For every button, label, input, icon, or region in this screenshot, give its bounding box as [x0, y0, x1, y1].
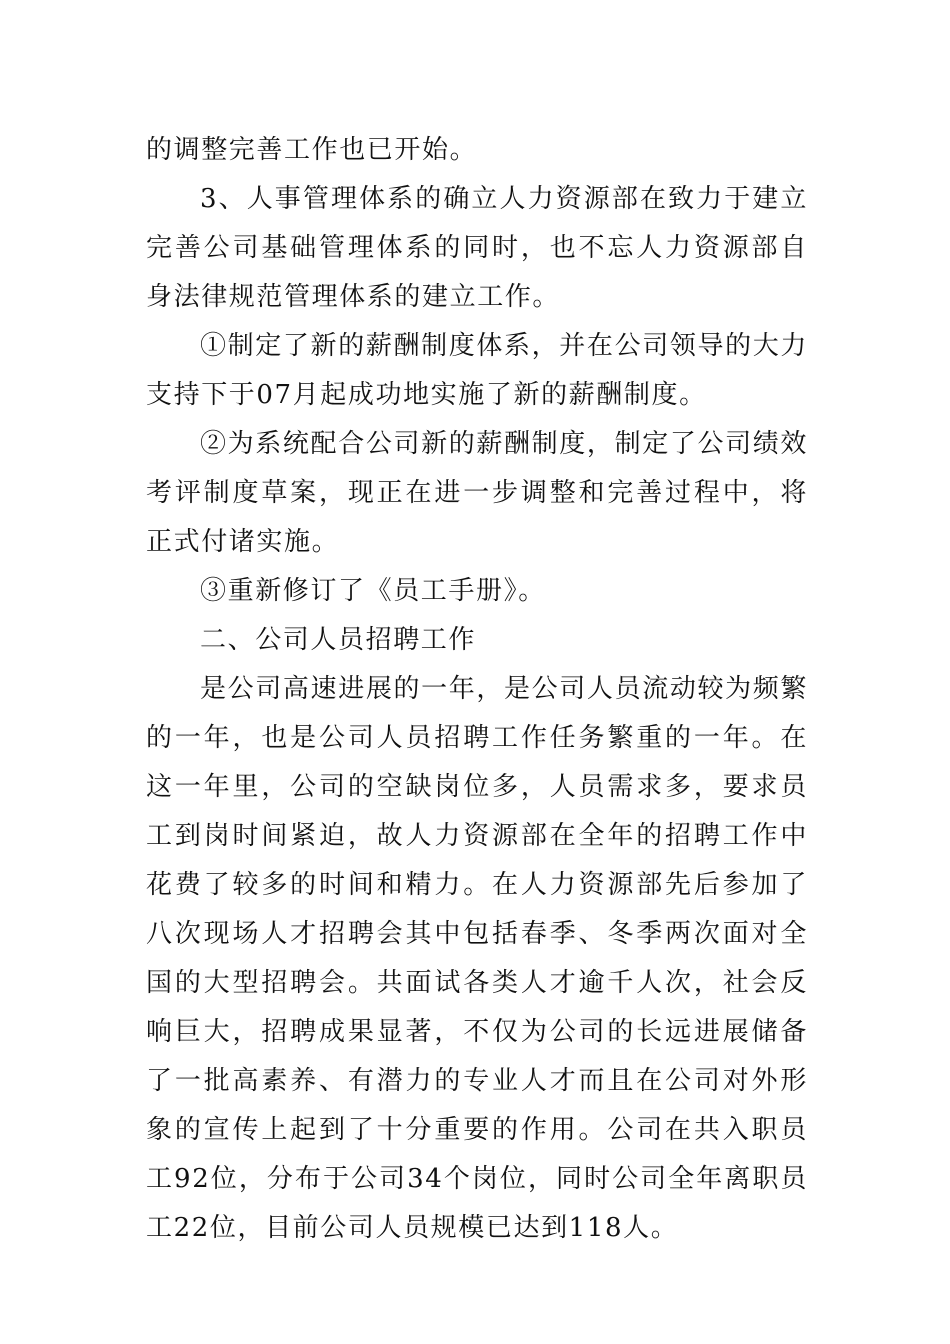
paragraph-employee-handbook: ③重新修订了《员工手册》。: [200, 576, 546, 606]
paragraph-hr-system: 3、人事管理体系的确立人力资源部在致力于建立完善公司基础管理体系的同时，也不忘人力资源部自身法律规范管理体系的建立工作。: [146, 184, 808, 312]
paragraph-recruitment-details: 是公司高速进展的一年，是公司人员流动较为频繁的一年，也是公司人员招聘工作任务繁重的一年。在这一年里，公司的空缺岗位多，人员需求多，要求员工到岗时间紧迫，故人力资源部在全年的招聘工作中花费了较多的时间和精力。在人力资源部先后参加了八次现场人才招聘会其中包括春季、冬季两次面对全国的大型招聘会。共面试各类人才逾千人次，社会反响巨大，招聘成果显著，不仅为公司的长远进展储备了一批高素养、有潜力的专业人才而且在公司对外形象的宣传上起到了十分重要的作用。公司在共入职员工92位，分布于公司34个岗位，同时公司全年离职员工22位，目前公司人员规模已达到118人。: [146, 674, 808, 1243]
document-body: [146, 126, 808, 1253]
section-heading-recruitment: 二、公司人员招聘工作: [200, 625, 477, 655]
paragraph-salary-system: ①制定了新的薪酬制度体系，并在公司领导的大力支持下于07月起成功地实施了新的薪酬制度。: [146, 331, 808, 410]
paragraph-continuation: 的调整完善工作也已开始。: [146, 135, 478, 165]
paragraph-performance-review: ②为系统配合公司新的薪酬制度，制定了公司绩效考评制度草案，现正在进一步调整和完善过程中，将正式付诸实施。: [146, 429, 808, 557]
